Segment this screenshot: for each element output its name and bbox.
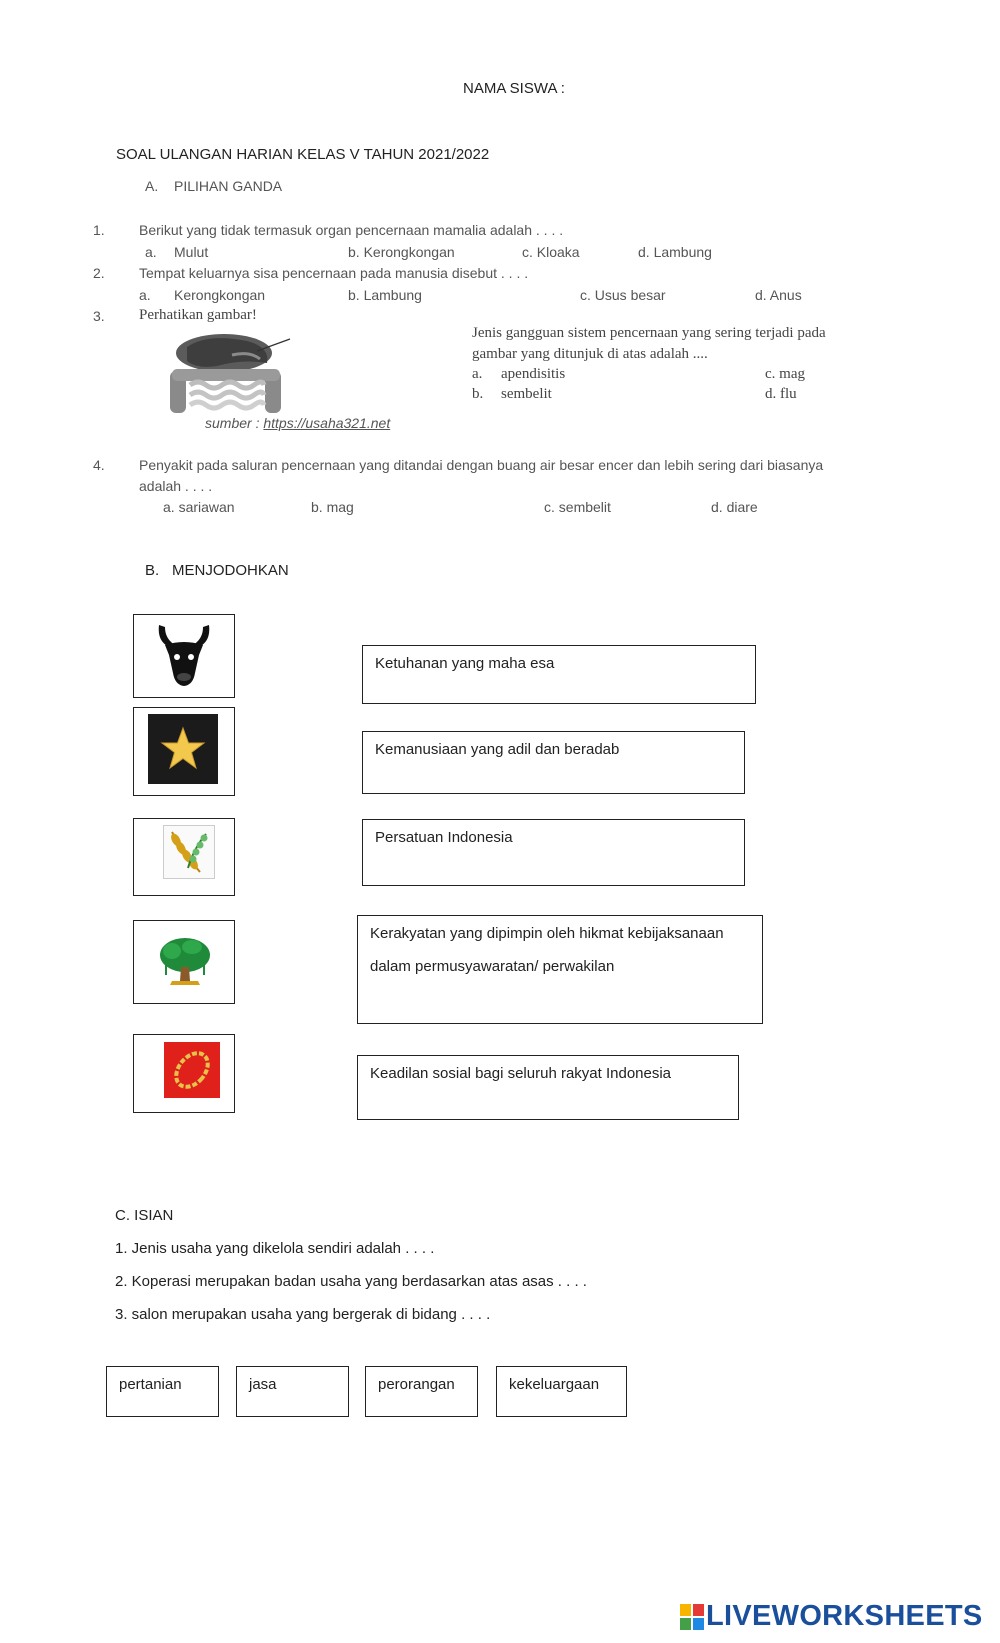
q3-prompt-line2: gambar yang ditunjuk di atas adalah .... — [472, 346, 708, 362]
q2-option-a-marker: a. — [139, 287, 151, 303]
match-answer-box-2[interactable] — [362, 731, 745, 794]
rice-cotton-box[interactable] — [133, 818, 235, 896]
rice-cotton-icon — [166, 828, 212, 876]
q4-option-a: a. sariawan — [163, 499, 235, 515]
match-answer-5: Keadilan sosial bagi seluruh rakyat Indonesia — [370, 1065, 672, 1082]
q2-option-d: d. Anus — [755, 287, 802, 303]
q1-option-d: d. Lambung — [638, 244, 712, 260]
choice-perorangan-label: perorangan — [378, 1376, 455, 1393]
match-answer-1: Ketuhanan yang maha esa — [375, 655, 555, 672]
section-b-marker: B. — [145, 562, 160, 579]
banyan-tree-icon — [158, 937, 212, 987]
star-box[interactable] — [133, 707, 235, 796]
q2-option-a: Kerongkongan — [174, 287, 266, 303]
q4-option-b: b. mag — [311, 499, 354, 515]
bull-head-box[interactable] — [133, 614, 235, 698]
q4-option-c: c. sembelit — [544, 499, 611, 515]
q3-option-a-marker: a. — [472, 366, 483, 382]
q3-option-a: apendisitis — [501, 366, 566, 382]
q3-option-b: sembelit — [501, 386, 552, 402]
student-name-label: NAMA SISWA : — [463, 80, 565, 97]
match-answer-box-3[interactable] — [362, 819, 745, 886]
page-title: SOAL ULANGAN HARIAN KELAS V TAHUN 2021/2022 — [116, 146, 490, 163]
section-b-label: MENJODOHKAN — [172, 562, 289, 579]
star-icon-background — [148, 714, 218, 784]
q3-prompt-line1: Jenis gangguan sistem pencernaan yang sering terjadi pada — [472, 325, 826, 341]
liveworksheets-logo-icon — [680, 1604, 704, 1630]
match-answer-box-1[interactable] — [362, 645, 756, 704]
digestive-system-image — [162, 333, 297, 415]
image-source-label: sumber : — [205, 415, 264, 431]
match-answer-2: Kemanusiaan yang adil dan beradab — [375, 741, 620, 758]
section-a-label: PILIHAN GANDA — [174, 178, 283, 194]
q1-option-c: c. Kloaka — [522, 244, 580, 260]
choice-pertanian[interactable] — [106, 1366, 219, 1417]
q2-text: Tempat keluarnya sisa pencernaan pada manusia disebut . . . . — [139, 265, 529, 281]
bull-head-icon — [155, 623, 213, 689]
liveworksheets-logo[interactable] — [680, 1600, 983, 1634]
q1-number: 1. — [93, 222, 105, 238]
rice-cotton-icon-frame — [163, 825, 215, 879]
match-answer-box-5[interactable] — [357, 1055, 739, 1120]
liveworksheets-logo-text: LIVEWORKSHEETS — [706, 1600, 983, 1632]
chain-icon — [168, 1046, 216, 1094]
section-a-marker: A. — [145, 178, 159, 194]
q1-text: Berikut yang tidak termasuk organ pencernaan mamalia adalah . . . . — [139, 222, 564, 238]
match-answer-3: Persatuan Indonesia — [375, 829, 513, 846]
q3-option-d: d. flu — [765, 386, 797, 402]
q3-number: 3. — [93, 308, 105, 324]
q3-text: Perhatikan gambar! — [139, 307, 257, 323]
q1-option-a-marker: a. — [145, 244, 157, 260]
choice-kekeluargaan[interactable] — [496, 1366, 627, 1417]
banyan-tree-box[interactable] — [133, 920, 235, 1004]
q4-option-d: d. diare — [711, 499, 758, 515]
q3-option-b-marker: b. — [472, 386, 484, 402]
image-source — [205, 415, 390, 431]
q1-option-a: Mulut — [174, 244, 209, 260]
q2-number: 2. — [93, 265, 105, 281]
match-answer-4-line2: dalam permusyawaratan/ perwakilan — [370, 958, 615, 975]
star-icon — [159, 725, 207, 773]
q3-option-c: c. mag — [765, 366, 805, 382]
chain-icon-background — [164, 1042, 220, 1098]
chain-box[interactable] — [133, 1034, 235, 1113]
isian-question-1: 1. Jenis usaha yang dikelola sendiri adalah . . . . — [115, 1240, 435, 1257]
choice-kekeluargaan-label: kekeluargaan — [509, 1376, 600, 1393]
image-source-link[interactable]: https://usaha321.net — [263, 415, 391, 431]
q1-option-b: b. Kerongkongan — [348, 244, 455, 260]
isian-question-2: 2. Koperasi merupakan badan usaha yang berdasarkan atas asas . . . . — [115, 1273, 587, 1290]
q4-text-line1: Penyakit pada saluran pencernaan yang ditandai dengan buang air besar encer dan lebih sering dari biasanya — [139, 457, 824, 473]
choice-perorangan[interactable] — [365, 1366, 478, 1417]
choice-pertanian-label: pertanian — [119, 1376, 182, 1393]
q4-number: 4. — [93, 457, 105, 473]
section-c-label: C. ISIAN — [115, 1207, 174, 1224]
q4-text-line2: adalah . . . . — [139, 478, 213, 494]
q2-option-c: c. Usus besar — [580, 287, 666, 303]
choice-jasa[interactable] — [236, 1366, 349, 1417]
isian-question-3: 3. salon merupakan usaha yang bergerak di bidang . . . . — [115, 1306, 491, 1323]
choice-jasa-label: jasa — [249, 1376, 277, 1393]
q2-option-b: b. Lambung — [348, 287, 422, 303]
match-answer-box-4[interactable] — [357, 915, 763, 1024]
match-answer-4-line1: Kerakyatan yang dipimpin oleh hikmat kebijaksanaan — [370, 925, 724, 942]
